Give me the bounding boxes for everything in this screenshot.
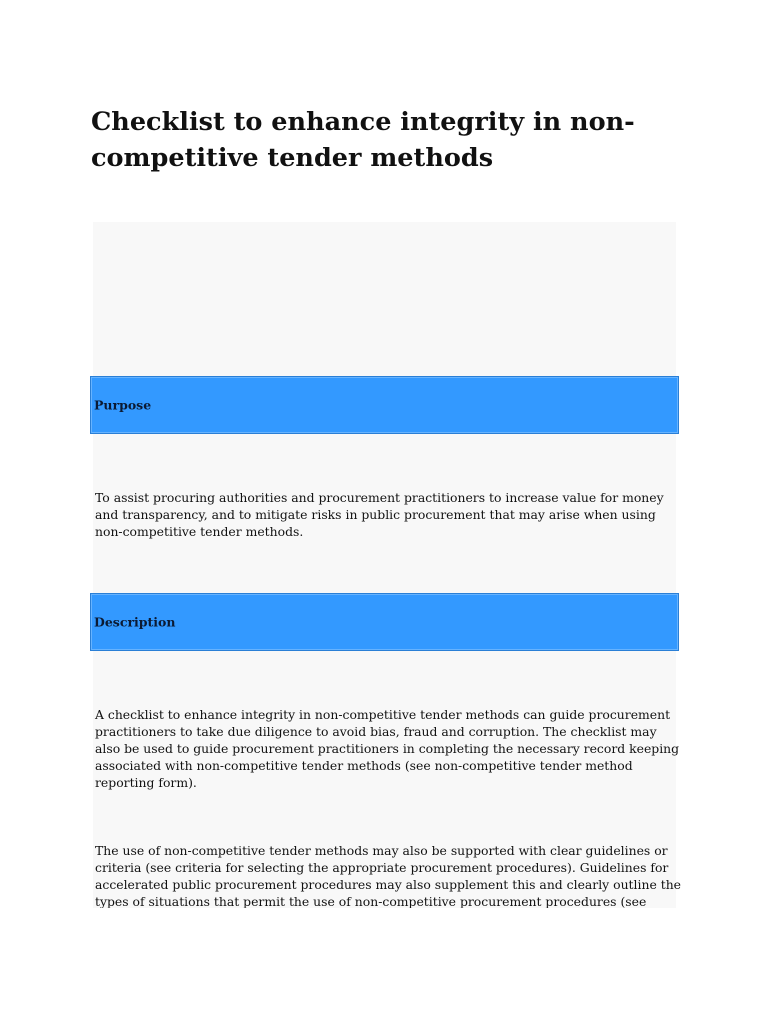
page-title: Checklist to enhance integrity in non-competitive tender methods xyxy=(91,107,635,173)
description-heading: Description xyxy=(94,614,176,630)
purpose-header-bar xyxy=(90,376,679,434)
top-blank-panel xyxy=(93,222,676,376)
description-paragraph-1: A checklist to enhance integrity in non-competitive tender methods can guide procurement practitioners to take due diligence to avoid bias, fraud and corruption. The checklist may also be used to guide procurement practitioners in completing the necessary record keeping associated with non-competitive tender methods (see non-competitive tender method reporting form). xyxy=(95,707,680,790)
purpose-paragraph: To assist procuring authorities and procurement practitioners to increase value for money and transparency, and to mitigate risks in public procurement that may arise when using non-competitive tender methods. xyxy=(95,490,664,539)
purpose-heading: Purpose xyxy=(94,397,152,413)
description-header-bar xyxy=(90,593,679,651)
description-paragraph-2-clip xyxy=(93,836,683,908)
description-paragraph-2: The use of non-competitive tender methods may also be supported with clear guidelines or criteria (see criteria for selecting the appropriate procurement procedures). Guidelines for accelerated public procurement procedures may also supplement this and clearly outline the types of situations that permit the use of non-competitive procurement procedures (see xyxy=(95,843,682,908)
